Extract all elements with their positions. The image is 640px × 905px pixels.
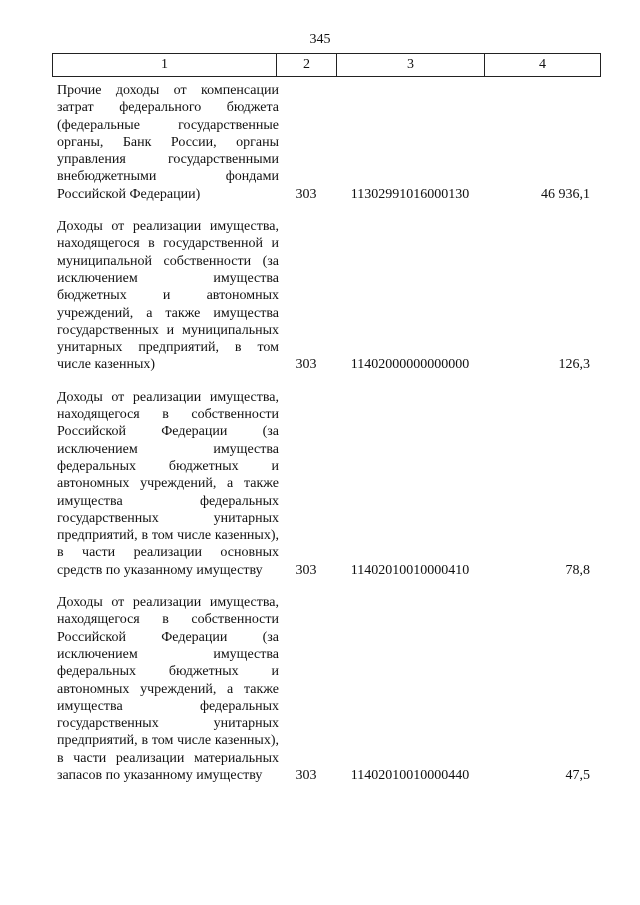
row-amount: 78,8 xyxy=(565,562,590,578)
row-amount: 46 936,1 xyxy=(541,186,590,202)
header-row xyxy=(53,54,601,77)
row-amount: 47,5 xyxy=(565,767,590,783)
table-row xyxy=(0,389,640,579)
header-col-4: 4 xyxy=(485,54,601,77)
row-classification-code: 11402010010000410 xyxy=(350,562,470,578)
row-admin-code: 303 xyxy=(295,186,317,202)
table-row xyxy=(0,594,640,784)
row-description: Доходы от реализации имущества, находящегося в собственности Российской Федерации (за исключением имущества федеральных бюджетных и автономных учреждений, а также имущества федеральных государственных унитарных предприятий, в том числе казенных), в части реализации основных средств по указанному имуществу xyxy=(57,389,279,578)
header-col-2: 2 xyxy=(277,54,337,77)
row-description: Доходы от реализации имущества, находящегося в собственности Российской Федерации (за исключением имущества федеральных бюджетных и автономных учреждений, а также имущества федеральных государственных унитарных предприятий, в том числе казенных), в части реализации материальных запасов по указанному имуществу xyxy=(57,595,279,783)
header-col-1: 1 xyxy=(53,54,277,77)
table-header xyxy=(52,53,601,77)
page-number: 345 xyxy=(309,32,331,47)
row-description: Доходы от реализации имущества, находящегося в государственной и муниципальной собственности (за исключением имущества бюджетных и автономных учреждений, а также имущества государственных и муниципальных унитарных предприятий, в том числе казенных) xyxy=(57,219,279,373)
header-col-3: 3 xyxy=(337,54,485,77)
row-admin-code: 303 xyxy=(295,767,317,783)
row-classification-code: 11402000000000000 xyxy=(350,357,470,373)
row-description: Прочие доходы от компенсации затрат федерального бюджета (федеральные государственные органы, Банк России, органы управления государственными внебюджетными фондами Российской Федерации) xyxy=(57,83,279,202)
row-admin-code: 303 xyxy=(295,357,317,373)
table-row xyxy=(0,82,640,203)
row-classification-code: 11402010010000440 xyxy=(350,767,470,783)
table-row xyxy=(0,218,640,374)
row-admin-code: 303 xyxy=(295,562,317,578)
table-body xyxy=(0,82,640,784)
row-classification-code: 11302991016000130 xyxy=(350,186,470,202)
row-amount: 126,3 xyxy=(558,357,590,373)
